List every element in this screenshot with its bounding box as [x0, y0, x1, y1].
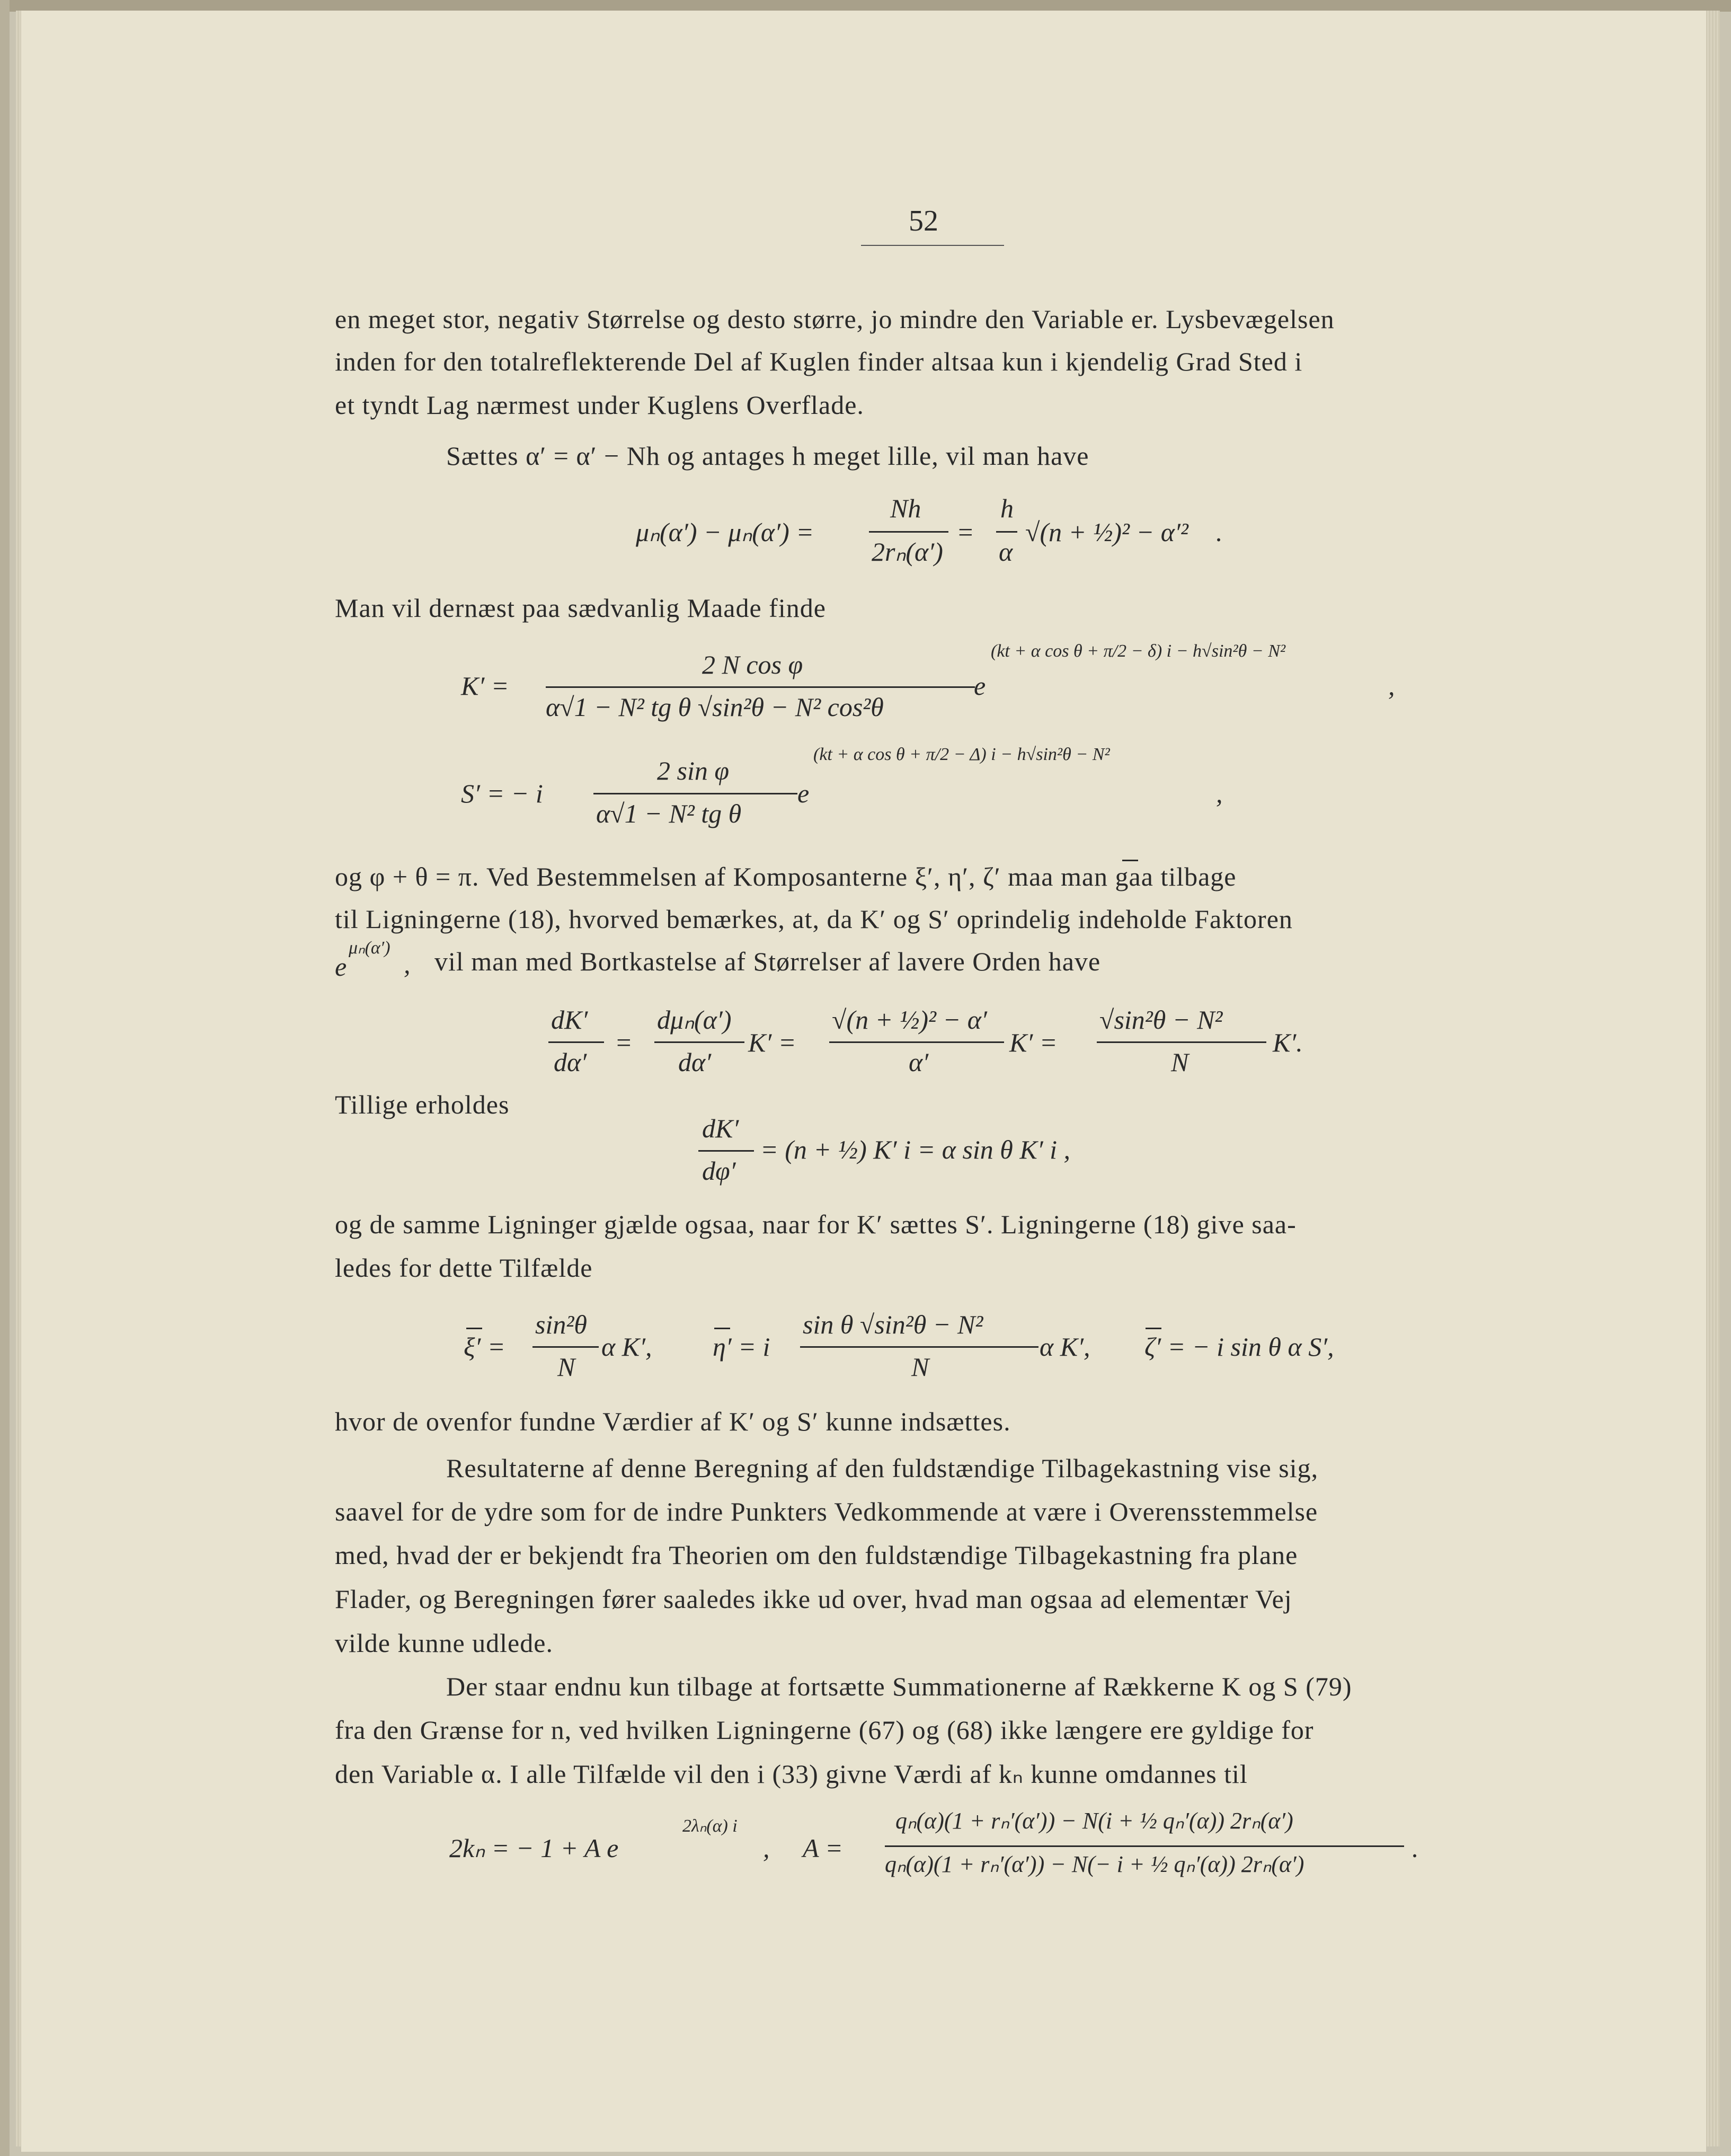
eq-mu-end: . — [1216, 517, 1223, 547]
eq-x-xi: ξ′ = — [464, 1332, 505, 1362]
text-line: vilde kunne udlede. — [335, 1628, 553, 1658]
text-line: Tillige erholdes — [335, 1090, 510, 1119]
eq-x-r1: α K′, — [601, 1332, 652, 1362]
overline-eta-eq — [714, 1328, 730, 1329]
overline-xi-eq — [466, 1328, 482, 1329]
text-line: Der staar endnu kun tilbage at fortsætte Summationerne af Rækkerne K og S (79) — [446, 1672, 1352, 1701]
eq-d-n2: dμₙ(α′) — [657, 1005, 732, 1035]
eq-k-e: e — [974, 671, 986, 701]
eq-d-d2: dα′ — [678, 1047, 712, 1077]
text-line: den Variable α. I alle Tilfælde vil den i (33) givne Værdi af kₙ kunne omdannes til — [335, 1759, 1248, 1789]
eq-k-lhs: K′ = — [461, 671, 509, 701]
text-line: med, hvad der er bekjendt fra Theorien om den fuldstændige Tilbagekastning fra plane — [335, 1540, 1298, 1570]
eq-k-den: α√1 − N² tg θ √sin²θ − N² cos²θ — [546, 692, 884, 722]
eq-l-exponent: 2λₙ(α) i — [682, 1816, 738, 1836]
text-line: en meget stor, negativ Størrelse og desto større, jo mindre den Variable er. Lysbevægelsen — [335, 304, 1335, 334]
overline-xi — [1122, 860, 1138, 861]
page-number-rule — [861, 245, 1004, 246]
eq-d-k3: K′. — [1273, 1028, 1303, 1057]
factor-exponent: μₙ(α′) — [349, 938, 390, 958]
eq-l-comma: , — [763, 1833, 770, 1863]
eq-s-den: α√1 − N² tg θ — [596, 799, 742, 828]
text-line: hvor de ovenfor fundne Værdier af K′ og S′ kunne indsættes. — [335, 1407, 1011, 1436]
text-line: inden for den totalreflekterende Del af Kuglen finder altsaa kun i kjendelig Grad Sted i — [335, 347, 1303, 376]
eq-k-num: 2 N cos φ — [702, 650, 803, 679]
eq-d-k2: K′ = — [1009, 1028, 1058, 1057]
text-line: fra den Grænse for n, ved hvilken Ligningerne (67) og (68) ikke længere ere gyldige for — [335, 1715, 1314, 1745]
eq-d-eq1: = — [615, 1028, 633, 1057]
eq-l-den: qₙ(α)(1 + rₙ′(α′)) − N(− i + ½ qₙ′(α)) 2rₙ(α′) — [885, 1851, 1304, 1877]
eq-mu-left: μₙ(α′) − μₙ(α′) = — [636, 517, 814, 547]
eq-l-a: A = — [803, 1833, 843, 1863]
text-line: og φ + θ = π. Ved Bestemmelsen af Komposanterne ξ′, η′, ζ′ maa man gaa tilbage — [335, 862, 1237, 891]
eq-s-exponent: (kt + α cos θ + π/2 − Δ) i − h√sin²θ − N² — [813, 745, 1110, 764]
text-line: og de samme Ligninger gjælde ogsaa, naar for K′ sættes S′. Ligningerne (18) give saa- — [335, 1209, 1297, 1239]
eq-x-n1: sin²θ — [535, 1310, 587, 1339]
eq-d-n1: dK′ — [551, 1005, 588, 1035]
eq-d-n3: √(n + ½)² − α′ — [832, 1005, 987, 1035]
eq-d-n4: √sin²θ − N² — [1099, 1005, 1223, 1035]
eq-d-line3 — [829, 1041, 1004, 1043]
eq-d-line1 — [548, 1041, 604, 1043]
eq-p-den: dφ′ — [702, 1156, 736, 1186]
text-line: ledes for dette Tilfælde — [335, 1253, 593, 1283]
eq-l-line — [885, 1845, 1404, 1847]
eq-d-line4 — [1097, 1041, 1266, 1043]
eq-mu-eq: = — [956, 517, 974, 547]
eq-x-r2: α K′, — [1040, 1332, 1090, 1362]
eq-k-fraction-line — [546, 686, 975, 688]
eq-s-lhs: S′ = − i — [461, 779, 543, 808]
eq-s-num: 2 sin φ — [657, 756, 730, 785]
eq-l-end: . — [1412, 1833, 1419, 1863]
eq-x-eta: η′ = i — [713, 1332, 770, 1362]
text-line: et tyndt Lag nærmest under Kuglens Overflade. — [335, 390, 864, 420]
overline-zeta-eq — [1146, 1328, 1161, 1329]
eq-x-d1: N — [557, 1352, 575, 1382]
eq-x-zeta: ζ′ = − i sin θ α S′, — [1144, 1332, 1334, 1362]
text-line: Flader, og Beregningen fører saaledes ikke ud over, hvad man ogsaa ad elementær Vej — [335, 1584, 1292, 1614]
factor-comma: , — [404, 949, 411, 979]
eq-p-rhs: = (n + ½) K′ i = α sin θ K′ i , — [760, 1135, 1071, 1164]
eq-mu-h-line — [996, 531, 1017, 533]
eq-x-line2 — [800, 1346, 1038, 1348]
eq-mu-a: α — [999, 537, 1013, 567]
factor-e: e — [335, 952, 347, 982]
eq-mu-root: √(n + ½)² − α′² — [1025, 517, 1188, 547]
text-line: saavel for de ydre som for de indre Punkters Vedkommende at være i Overensstemmelse — [335, 1497, 1318, 1526]
eq-s-e: e — [797, 779, 810, 808]
eq-d-d4: N — [1171, 1047, 1189, 1077]
eq-x-line1 — [532, 1346, 599, 1348]
eq-d-d3: α′ — [909, 1047, 929, 1077]
text-line: til Ligningerne (18), hvorved bemærkes, at, da K′ og S′ oprindelig indeholde Faktoren — [335, 904, 1293, 934]
eq-s-fraction-line — [593, 793, 797, 794]
eq-mu-h: h — [1000, 493, 1014, 523]
eq-l-num: qₙ(α)(1 + rₙ′(α′)) − N(i + ½ qₙ′(α)) 2rₙ(α′) — [895, 1808, 1293, 1834]
eq-d-line2 — [654, 1041, 744, 1043]
eq-p-line — [698, 1150, 754, 1152]
eq-k-comma: , — [1388, 671, 1395, 701]
eq-s-comma: , — [1216, 779, 1223, 808]
eq-l-lhs: 2kₙ = − 1 + A e — [449, 1833, 619, 1863]
text-line: Resultaterne af denne Beregning af den fuldstændige Tilbagekastning vise sig, — [446, 1453, 1319, 1483]
text-line: vil man med Bortkastelse af Størrelser af lavere Orden have — [434, 947, 1101, 976]
eq-k-exponent: (kt + α cos θ + π/2 − δ) i − h√sin²θ − N² — [991, 641, 1286, 661]
page-number: 52 — [909, 205, 938, 237]
eq-mu-num: Nh — [890, 493, 921, 523]
eq-x-d2: N — [911, 1352, 929, 1382]
eq-d-d1: dα′ — [554, 1047, 587, 1077]
text-line: Sættes α′ = α′ − Nh og antages h meget lille, vil man have — [446, 441, 1089, 471]
eq-mu-den: 2rₙ(α′) — [872, 537, 943, 567]
eq-mu-fraction-line — [869, 531, 948, 533]
text-line: Man vil dernæst paa sædvanlig Maade finde — [335, 593, 826, 623]
eq-x-n2: sin θ √sin²θ − N² — [803, 1310, 983, 1339]
eq-p-num: dK′ — [702, 1114, 739, 1143]
eq-d-k1: K′ = — [748, 1028, 796, 1057]
